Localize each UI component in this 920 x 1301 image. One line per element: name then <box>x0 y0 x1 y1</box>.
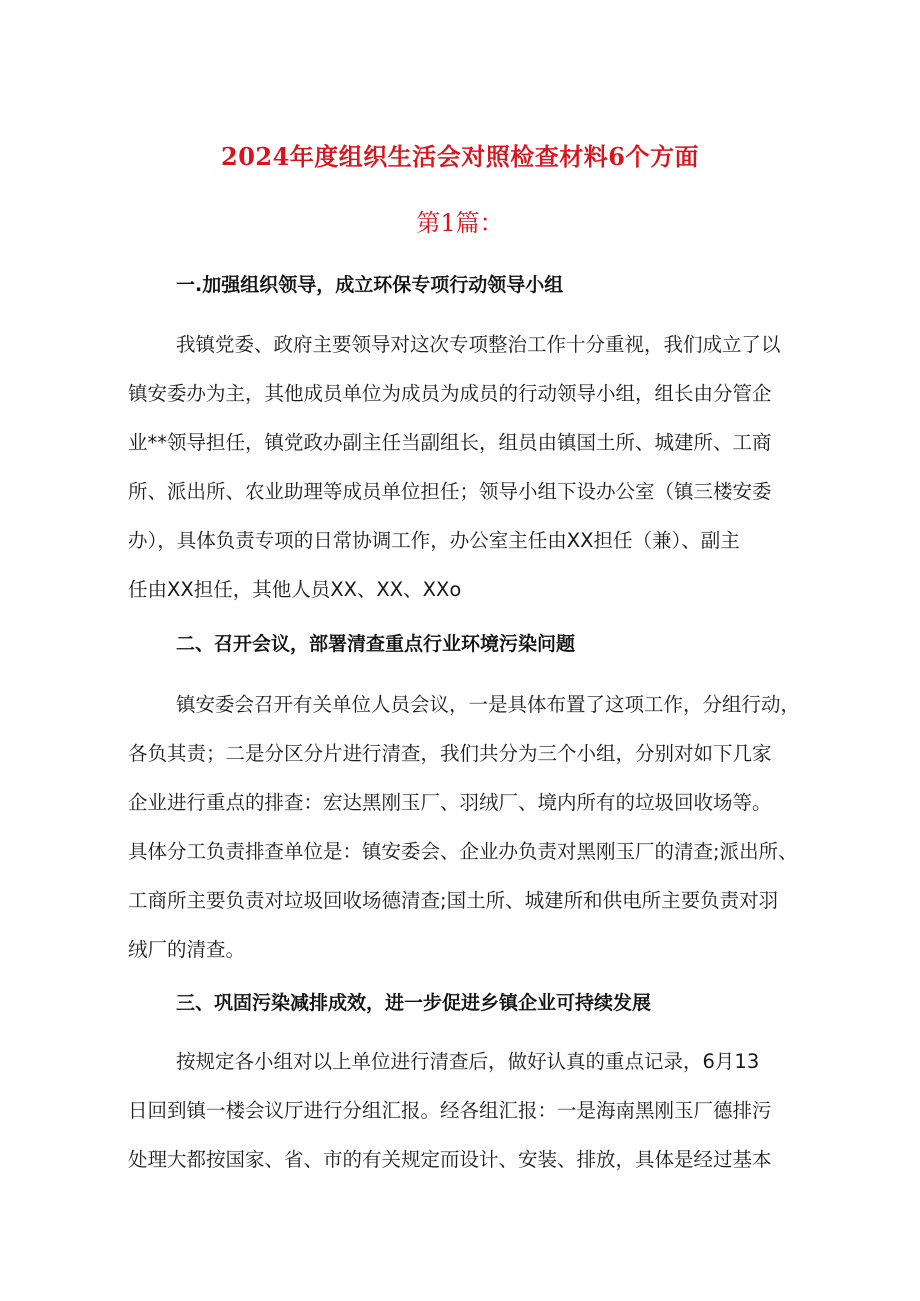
document-title: 2024年度组织生活会对照检查材料6个方面 <box>221 142 699 171</box>
section-heading-2: 二、召开会议，部署清查重点行业环境污染问题 <box>176 633 576 655</box>
paragraph-line: 具体分工负责排查单位是：镇安委会、企业办负责对黑刚玉厂的清查;派出所、 <box>128 840 798 863</box>
section-paragraph-2 <box>128 680 801 974</box>
section-heading-3: 三、巩固污染减排成效，进一步促进乡镇企业可持续发展 <box>176 992 652 1014</box>
paragraph-line: 镇安委办为主，其他成员单位为成员为成员的行动领导小组，组长由分管企 <box>128 382 772 405</box>
paragraph-line: 镇安委会召开有关单位人员会议，一是具体布置了这项工作，分组行动， <box>176 693 801 716</box>
paragraph-line: 工商所主要负责对垃圾回收场德清查;国土所、城建所和供电所主要负责对羽 <box>128 889 779 912</box>
section-paragraph-3 <box>128 1037 798 1184</box>
paragraph-line: 各负其责；二是分区分片进行清查，我们共分为三个小组，分别对如下几家 <box>128 742 772 765</box>
paragraph-line: 业**领导担任，镇党政办副主任当副组长，组员由镇国土所、城建所、工商 <box>128 431 772 454</box>
section-heading-1: 一.加强组织领导，成立环保专项行动领导小组 <box>176 274 564 296</box>
document-subtitle: 第1篇： <box>416 209 504 237</box>
paragraph-line: 所、派出所、农业助理等成员单位担任；领导小组下设办公室（镇三楼安委 <box>128 480 772 503</box>
paragraph-line: 绒厂的清查。 <box>128 938 246 961</box>
paragraph-line: 处理大都按国家、省、市的有关规定而设计、安装、排放，具体是经过基本 <box>128 1148 772 1171</box>
section-paragraph-1 <box>128 320 798 614</box>
paragraph-line: 按规定各小组对以上单位进行清查后，做好认真的重点记录，6月13 <box>176 1050 760 1073</box>
paragraph-line: 我镇党委、政府主要领导对这次专项整治工作十分重视，我们成立了以 <box>176 333 781 356</box>
paragraph-line: 企业进行重点的排查：宏达黑刚玉厂、羽绒厂、境内所有的垃圾回收场等。 <box>128 791 772 814</box>
paragraph-line: 任由XX担任，其他人员XX、XX、XXo <box>128 578 462 601</box>
paragraph-line: 办），具体负责专项的日常协调工作，办公室主任由XX担任（兼）、副主 <box>128 529 740 552</box>
paragraph-line: 日回到镇一楼会议厅进行分组汇报。经各组汇报：一是海南黑刚玉厂德排污 <box>128 1099 772 1122</box>
